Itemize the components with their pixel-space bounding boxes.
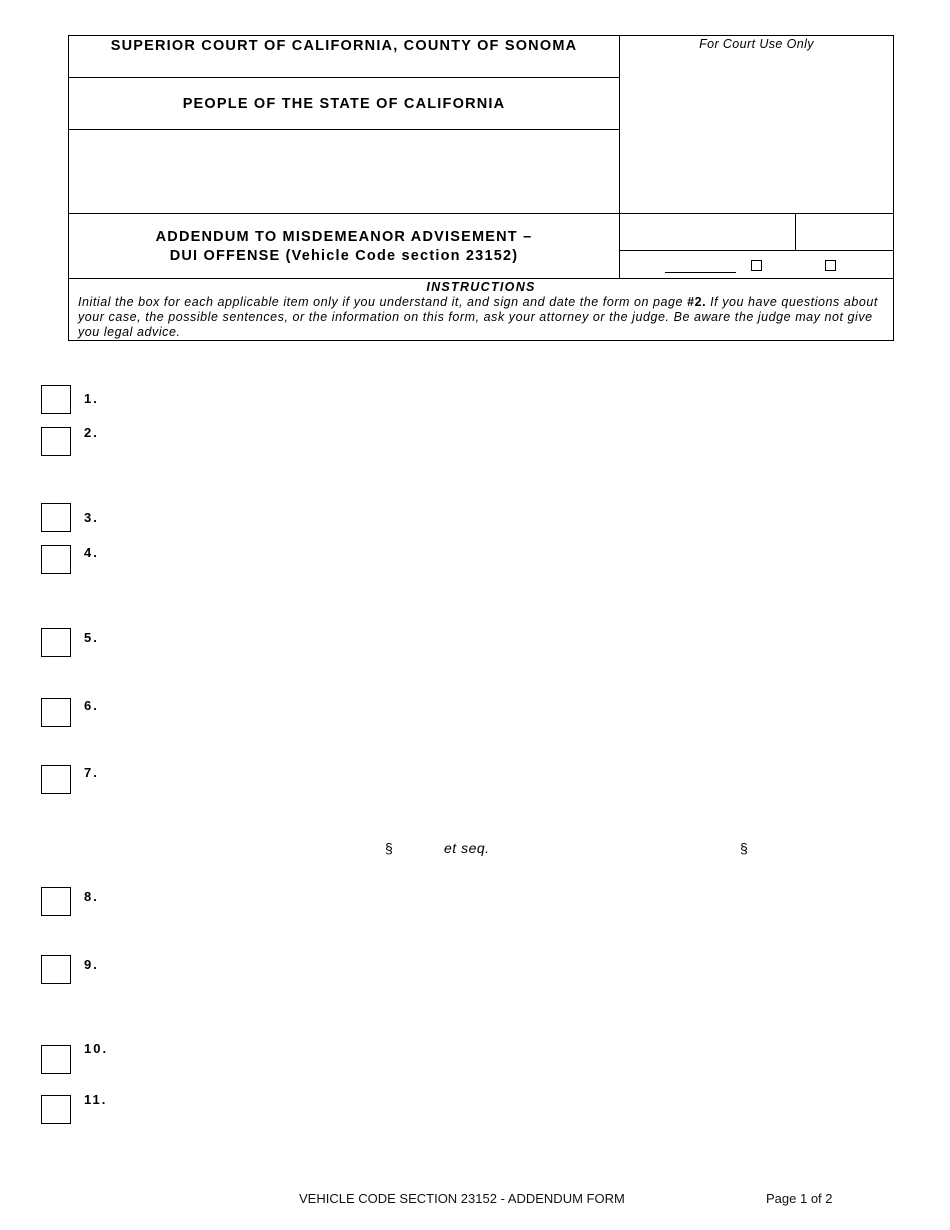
section-symbol-2: §	[740, 840, 749, 856]
footer-page-number: Page 1 of 2	[766, 1191, 833, 1206]
form-title-line-2: DUI OFFENSE (Vehicle Code section 23152)	[169, 248, 519, 264]
initial-box-10[interactable]	[41, 1045, 71, 1074]
initial-box-11[interactable]	[41, 1095, 71, 1124]
header-checkbox-1[interactable]	[751, 260, 762, 271]
header-row-line-1	[68, 77, 619, 78]
header-row-line-2	[68, 129, 619, 130]
item-number-10: 10.	[84, 1041, 109, 1056]
initial-box-3[interactable]	[41, 503, 71, 532]
footer-form-name: VEHICLE CODE SECTION 23152 - ADDENDUM FORM	[299, 1191, 625, 1206]
item-number-1: 1.	[84, 391, 99, 406]
instructions-title: INSTRUCTIONS	[426, 280, 536, 294]
item-number-5: 5.	[84, 630, 99, 645]
initial-box-8[interactable]	[41, 887, 71, 916]
header-checkbox-2[interactable]	[825, 260, 836, 271]
header-border-right	[893, 35, 894, 341]
initial-box-5[interactable]	[41, 628, 71, 657]
initial-box-4[interactable]	[41, 545, 71, 574]
item-number-2: 2.	[84, 425, 99, 440]
header-border-left	[68, 35, 69, 341]
instructions-page-ref: #2.	[687, 295, 707, 309]
item-number-9: 9.	[84, 957, 99, 972]
instructions-text-part-1: Initial the box for each applicable item only if you understand it, and sign and date the form on page	[78, 295, 688, 309]
initial-box-9[interactable]	[41, 955, 71, 984]
initial-box-1[interactable]	[41, 385, 71, 414]
item-number-8: 8.	[84, 889, 99, 904]
header-divider-vertical	[619, 35, 620, 279]
initial-box-2[interactable]	[41, 427, 71, 456]
instructions-text-part-2: If you have questions about your case, the possible sentences, or the information on this form, ask your attorney or the judge. Be aware the judge may not give you legal advice.	[78, 295, 878, 339]
header-row-line-3	[68, 213, 894, 214]
parties-title: PEOPLE OF THE STATE OF CALIFORNIA	[182, 96, 506, 112]
case-number-row-line	[619, 250, 894, 251]
item-number-11: 11.	[84, 1092, 108, 1107]
instructions-text	[78, 295, 884, 340]
form-title-line-1: ADDENDUM TO MISDEMEANOR ADVISEMENT –	[155, 229, 533, 245]
et-seq-text: et seq.	[444, 840, 490, 856]
initial-box-6[interactable]	[41, 698, 71, 727]
item-number-4: 4.	[84, 545, 99, 560]
court-use-label: For Court Use Only	[699, 37, 814, 51]
signature-underline[interactable]	[665, 272, 736, 273]
item-number-6: 6.	[84, 698, 99, 713]
section-symbol-1: §	[385, 840, 394, 856]
item-number-7: 7.	[84, 765, 99, 780]
case-number-divider	[795, 213, 796, 250]
item-number-3: 3.	[84, 510, 99, 525]
header-border-bottom	[68, 340, 894, 341]
header-border-top	[68, 35, 894, 36]
initial-box-7[interactable]	[41, 765, 71, 794]
court-name: SUPERIOR COURT OF CALIFORNIA, COUNTY OF SONOMA	[110, 38, 578, 54]
header-row-line-4	[68, 278, 894, 279]
